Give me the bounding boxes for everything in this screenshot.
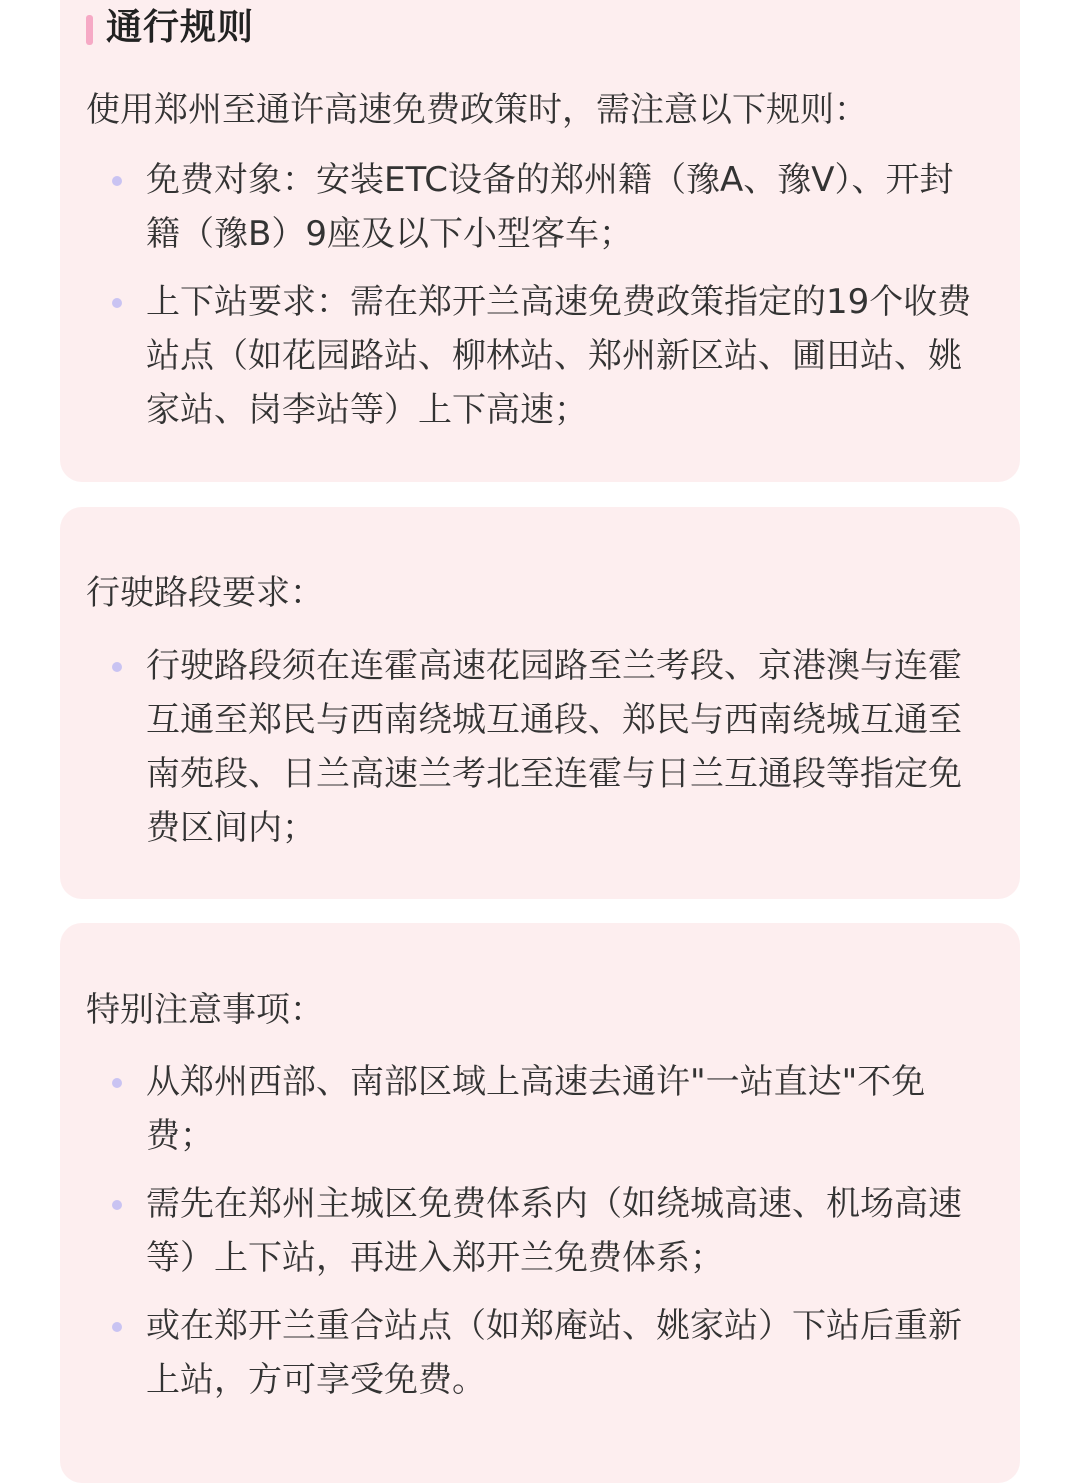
list-item	[86, 153, 986, 261]
bullet-dot-icon	[112, 662, 122, 672]
route-list	[86, 639, 986, 869]
rule-station-requirement-text: 上下站要求：需在郑开兰高速免费政策指定的19个收费站点（如花园路站、柳林站、郑州新区站、圃田站、姚家站、岗李站等）上下高速；	[146, 282, 972, 430]
bullet-dot-icon	[112, 1078, 122, 1088]
list-item	[86, 639, 986, 855]
list-item	[86, 1299, 986, 1407]
traffic-rules-card	[60, 0, 1020, 482]
special-notes-heading: 特别注意事项：	[86, 990, 324, 1030]
note-main-city-text: 需先在郑州主城区免费体系内（如绕城高速、机场高速等）上下站，再进入郑开兰免费体系；	[146, 1184, 962, 1278]
rules-intro-text: 使用郑州至通许高速免费政策时，需注意以下规则：	[86, 90, 868, 130]
route-requirements-card	[60, 507, 1020, 899]
route-section-text: 行驶路段须在连霍高速花园路至兰考段、京港澳与连霍互通至郑民与西南绕城互通段、郑民与西南绕城互通至南苑段、日兰高速兰考北至连霍与日兰互通段等指定免费区间内；	[146, 646, 962, 848]
list-item	[86, 275, 986, 437]
notes-list	[86, 1055, 986, 1421]
list-item	[86, 1177, 986, 1285]
title-accent-bar	[86, 15, 93, 45]
route-requirements-heading: 行驶路段要求：	[86, 573, 324, 613]
bullet-dot-icon	[112, 1200, 122, 1210]
rules-list	[86, 153, 986, 451]
note-reentry-text: 或在郑开兰重合站点（如郑庵站、姚家站）下站后重新上站，方可享受免费。	[146, 1306, 962, 1400]
bullet-dot-icon	[112, 176, 122, 186]
rule-free-target-text: 免费对象：安装ETC设备的郑州籍（豫A、豫V）、开封籍（豫B）9座及以下小型客车；	[146, 160, 954, 254]
special-notes-card	[60, 923, 1020, 1483]
bullet-dot-icon	[112, 298, 122, 308]
note-no-direct-text: 从郑州西部、南部区域上高速去通许"一站直达"不免费；	[146, 1062, 926, 1156]
list-item	[86, 1055, 986, 1163]
section-title: 通行规则	[106, 7, 255, 48]
bullet-dot-icon	[112, 1322, 122, 1332]
